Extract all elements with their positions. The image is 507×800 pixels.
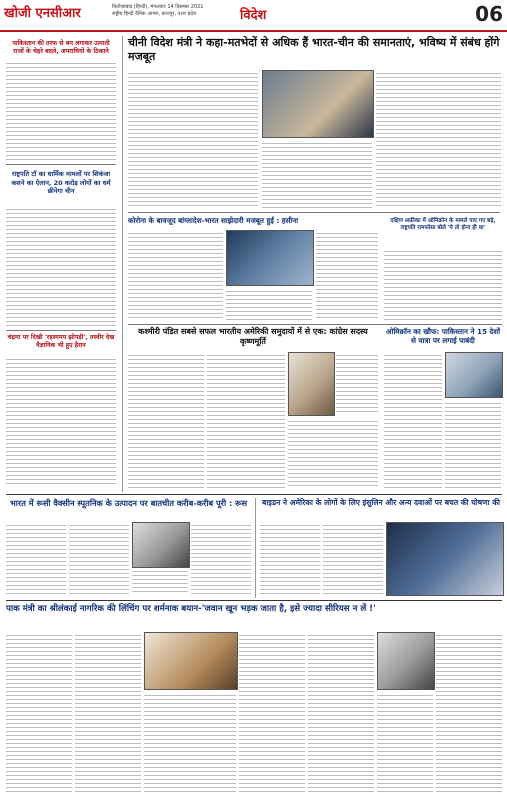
sputnik-body-col1 xyxy=(6,522,66,594)
pak-body-col1 xyxy=(6,632,72,794)
column-divider xyxy=(255,498,256,598)
sputnik-body-col4 xyxy=(191,522,251,594)
lead-left-body xyxy=(6,60,116,160)
section-title: विदेश xyxy=(240,8,267,23)
kashmir-headline: कश्मीरी पंडित सबसे सफल भारतीय अमेरिकी समुदायों में से एक: कांग्रेस सदस्य कृष्णमूर्ति xyxy=(138,327,368,346)
bangladesh-body-col3 xyxy=(316,230,378,320)
lead-main-photo xyxy=(262,70,374,138)
lead-main-body-col3 xyxy=(376,70,501,208)
lead-main-body-col2 xyxy=(262,140,372,208)
column-divider xyxy=(122,36,123,492)
divider xyxy=(128,324,502,325)
lead-main-body-col1 xyxy=(128,70,258,208)
pak-body-col6 xyxy=(377,692,433,794)
pak-photo-1 xyxy=(144,632,238,690)
pak-srilanka-headline: पाक मंत्री का श्रीलंकाई नागरिक की लिंचिंग पर शर्मनाक बयान-'जवान खून भड़क जाता है, इसे ज्यादा सीरियस न लें !' xyxy=(6,604,376,614)
biden-body-col2 xyxy=(323,522,383,594)
kashmir-body-col3 xyxy=(288,418,378,488)
biden-photo xyxy=(386,522,504,596)
omicron-body-col1 xyxy=(384,352,442,488)
kashmir-photo xyxy=(288,352,335,416)
divider xyxy=(128,212,500,213)
pak-photo-2 xyxy=(377,632,435,690)
divider xyxy=(6,600,502,601)
omicron-photo xyxy=(445,352,503,398)
biden-headline: बाइडन ने अमेरिका के लोगों के लिए इंसुलिन और अन्य दवाओं पर बचत की घोषणा की xyxy=(261,498,501,507)
divider xyxy=(6,330,116,331)
omicron-headline: ओमिक्रॉन का खौफ: पाकिस्तान ने 15 देशों से यात्रा पर लगाई पाबंदी xyxy=(385,327,501,345)
edition-line-1: फ़िरोज़ाबाद (हिन्दी), मंगलवार 14 दिसम्बर 2021 xyxy=(112,4,204,10)
kashmir-body-col4 xyxy=(336,352,378,414)
divider xyxy=(6,164,116,165)
pak-body-col3 xyxy=(144,692,236,794)
biden-body-col1 xyxy=(260,522,320,594)
religion-headline: राष्ट्रपति टॉ का धार्मिक मामलों पर शिकंजा कसने का ऐलान, 20 करोड़ लोगों का धर्म छीनेगा चीन xyxy=(11,170,111,195)
edition-info xyxy=(112,4,203,18)
newspaper-logo: खोजी एनसीआर xyxy=(4,6,81,21)
moon-body xyxy=(6,356,116,486)
lead-left-headline: पाकिस्तान की तरफ से बम लगाकर उत्पाती राजों के चेहरे बदले, अपराधियों के ठिकाने xyxy=(12,40,110,55)
kashmir-body-col1 xyxy=(128,352,204,488)
south-africa-headline: दक्षिण अफ्रीका में ओमिक्रोन के मामले पाए गए बढ़े, राष्ट्रपति रामफोसा बोले 'ये तो होना ही था' xyxy=(390,218,496,232)
pak-body-col4 xyxy=(239,632,305,794)
south-africa-body xyxy=(384,248,502,320)
pak-body-col2 xyxy=(75,632,141,794)
sputnik-body-col2 xyxy=(69,522,129,594)
divider xyxy=(6,494,502,495)
moon-headline: चंद्रमा पर दिखी 'रहस्यमय झोपड़ी', तस्वीर देख वैज्ञानिक भी हुए हैरान xyxy=(7,334,115,349)
religion-body xyxy=(6,206,116,326)
bangladesh-body-col1 xyxy=(128,230,223,320)
pak-body-col5 xyxy=(308,632,374,794)
page-number: 06 xyxy=(475,2,503,26)
edition-line-2: राष्ट्रीय हिन्दी दैनिक आगरा, कानपुर, उत्तर प्रदेश xyxy=(112,11,197,17)
lead-main-headline: चीनी विदेश मंत्री ने कहा-मतभेदों से अधिक हैं भारत-चीन की समानताएं, भविष्य में संबंध होंगे मजबूत xyxy=(128,36,500,63)
pak-body-col7 xyxy=(436,632,502,794)
sputnik-body-col3 xyxy=(132,568,188,594)
kashmir-body-col2 xyxy=(207,352,285,488)
sputnik-photo xyxy=(132,522,190,568)
bangladesh-body-col2 xyxy=(226,288,312,320)
bangladesh-headline: कोरोना के बावजूद बांग्लादेश-भारत साझेदारी मजबूत हुई : हसीना xyxy=(128,216,299,225)
bangladesh-photo xyxy=(226,230,314,286)
sputnik-headline: भारत में रूसी वैक्सीन स्पूतनिक के उत्पादन पर बातचीत करीब-करीब पूरी : रूस xyxy=(9,498,248,508)
omicron-body-col2 xyxy=(445,400,501,488)
